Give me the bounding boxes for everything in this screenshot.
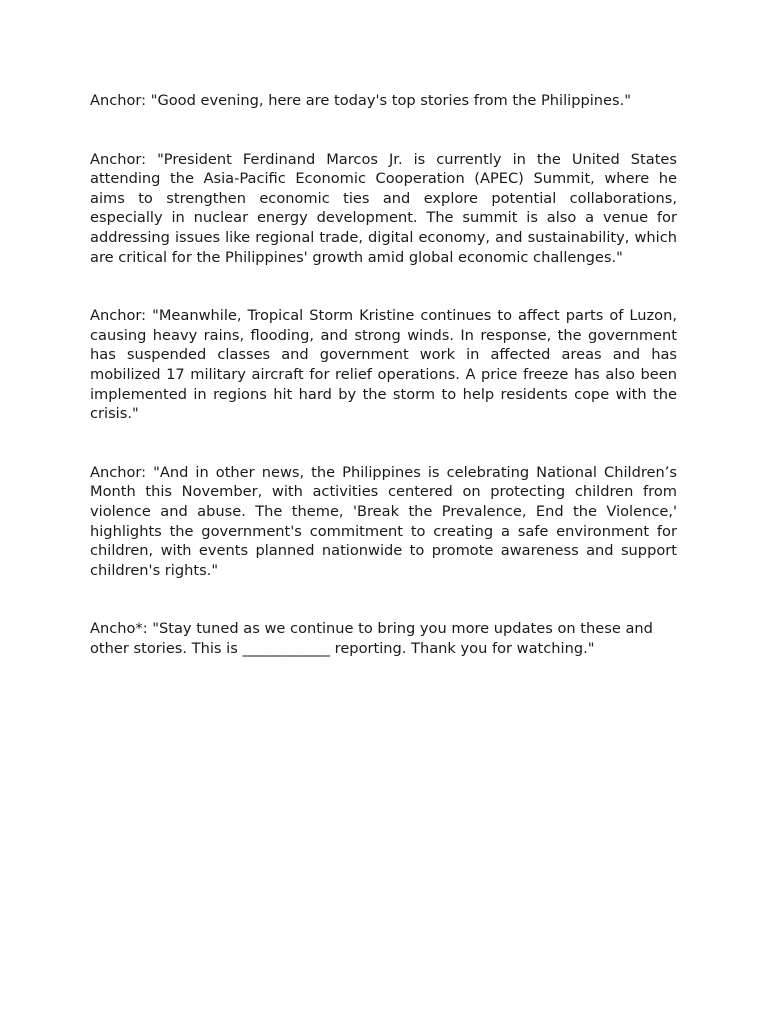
paragraph-tropical-storm: Anchor: "Meanwhile, Tropical Storm Kristine continues to affect parts of Luzon, causing heavy rains, flooding, and strong winds. In response, the government has suspended classes and government work in affected areas and has mobilized 17 military aircraft for relief operations. A price freeze has also been implemented in regions hit hard by the storm to help residents cope with the crisis." bbox=[90, 307, 677, 423]
paragraph-closing: Ancho*: "Stay tuned as we continue to bring you more updates on these and other stories. This is ____________ reporting. Thank you for watching." bbox=[90, 620, 653, 657]
paragraph-opening: Anchor: "Good evening, here are today's top stories from the Philippines." bbox=[90, 92, 631, 109]
paragraph-childrens-month: Anchor: "And in other news, the Philippines is celebrating National Children’s Month this November, with activities centered on protecting children from violence and abuse. The theme, 'Break the Prevalence, End the Violence,' highlights the government's commitment to creating a safe environment for children, with events planned nationwide to promote awareness and support children's rights." bbox=[90, 463, 677, 579]
paragraph-apec-summit: Anchor: "President Ferdinand Marcos Jr. is currently in the United States attending the Asia-Pacific Economic Cooperation (APEC) Summit, where he aims to strengthen economic ties and explore potential collaborations, especially in nuclear energy development. The summit is also a venue for addressing issues like regional trade, digital economy, and sustainability, which are critical for the Philippines' growth amid global economic challenges." bbox=[90, 150, 677, 266]
